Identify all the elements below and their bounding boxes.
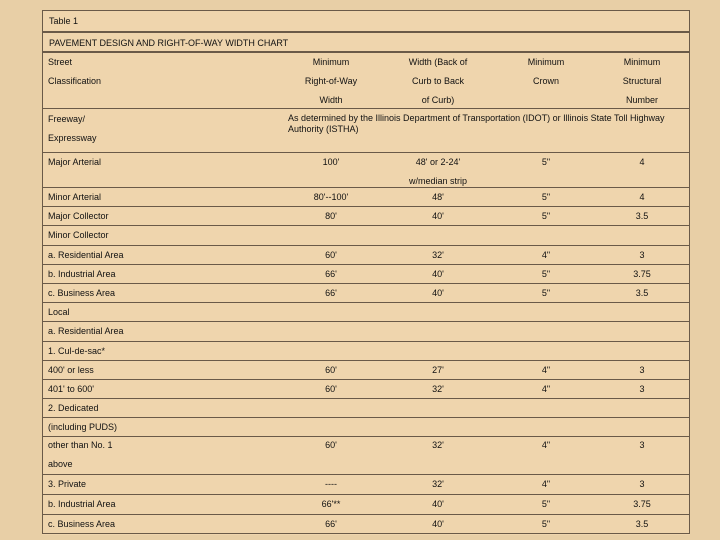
header-structural: Structural xyxy=(622,76,662,86)
row-value: 3 xyxy=(639,479,645,489)
row-label: Minor Collector xyxy=(48,230,109,241)
row-label: a. Residential Area xyxy=(48,249,124,260)
row-label: Minor Arterial xyxy=(48,192,102,202)
row-value: 66'** xyxy=(321,499,341,509)
table-row xyxy=(42,187,690,206)
major-arterial-width: 48' or 2-24' xyxy=(415,157,461,167)
row-value: 3.75 xyxy=(633,499,651,509)
row-value: 32' xyxy=(432,249,444,260)
header-crown: Crown xyxy=(532,76,559,86)
header-curb-back: Curb to Back xyxy=(411,76,465,86)
row-value: 27' xyxy=(432,364,444,375)
row-label: Local xyxy=(48,307,70,318)
row-label: c. Business Area xyxy=(48,288,116,298)
major-arterial-note: w/median strip xyxy=(408,176,468,186)
row-value: 60' xyxy=(325,384,337,394)
row-value: 40' xyxy=(432,499,444,509)
table-row xyxy=(42,360,690,379)
row-value: 40' xyxy=(432,288,444,298)
row-value: 3.75 xyxy=(633,268,651,279)
major-arterial-row-width: 100' xyxy=(322,157,340,167)
table-row xyxy=(42,417,690,436)
row-value: 3 xyxy=(639,384,645,394)
row-value: 5" xyxy=(541,288,551,298)
row-value: 3.5 xyxy=(635,288,649,298)
row-value: 80' xyxy=(325,211,337,222)
table-row xyxy=(42,283,690,302)
table-label-box xyxy=(42,10,690,32)
table-row xyxy=(42,225,690,244)
row-label: b. Industrial Area xyxy=(48,499,116,509)
row-label: (including PUDS) xyxy=(48,422,118,433)
row-value: 4" xyxy=(541,249,551,260)
header-of-curb: of Curb) xyxy=(421,95,455,105)
row-value: 40' xyxy=(432,268,444,279)
row-value: 40' xyxy=(432,211,444,222)
row-label: 1. Cul-de-sac* xyxy=(48,345,106,356)
row-value: 3.5 xyxy=(635,519,649,529)
row-value: 66' xyxy=(325,268,337,279)
header-min-struct: Minimum xyxy=(623,57,661,67)
header-width-1: Width xyxy=(319,95,343,105)
row-label: 401' to 600' xyxy=(48,384,94,394)
other-width: 32' xyxy=(432,440,444,450)
row-value: 3.5 xyxy=(635,211,649,222)
freeway-note: As determined by the Illinois Department of Transportation (IDOT) or Illinois State Toll Highway Authority (ISTHA) xyxy=(288,113,665,134)
header-width-back: Width (Back of xyxy=(408,57,468,67)
header-number: Number xyxy=(625,95,658,105)
row-label: 3. Private xyxy=(48,479,87,489)
table-row xyxy=(42,206,690,225)
other-row xyxy=(42,436,690,474)
major-arterial-label: Major Arterial xyxy=(48,157,102,167)
row-label: 400' or less xyxy=(48,364,94,375)
major-arterial-row xyxy=(42,152,690,187)
table-row xyxy=(42,514,690,534)
table-row xyxy=(42,302,690,321)
header-min-crown: Minimum xyxy=(527,57,565,67)
table-row xyxy=(42,341,690,360)
row-value: 5" xyxy=(541,519,551,529)
row-value: 66' xyxy=(325,519,337,529)
row-value: 32' xyxy=(432,479,444,489)
row-value: 80'--100' xyxy=(313,192,349,202)
row-value: 66' xyxy=(325,288,337,298)
row-value: 4 xyxy=(639,192,645,202)
row-label: c. Business Area xyxy=(48,519,116,529)
row-value: 4" xyxy=(541,479,551,489)
row-value: 5" xyxy=(541,499,551,509)
table-row xyxy=(42,245,690,264)
header-row xyxy=(42,52,690,108)
table-row xyxy=(42,474,690,494)
row-value: 40' xyxy=(432,519,444,529)
header-min-1: Minimum xyxy=(312,57,350,67)
row-value: 5" xyxy=(541,268,551,279)
header-row-1: Right-of-Way xyxy=(304,76,358,86)
expressway-label: Expressway xyxy=(48,133,97,143)
pavement-table xyxy=(42,10,690,535)
major-arterial-structural: 4 xyxy=(639,157,645,167)
row-label: b. Industrial Area xyxy=(48,268,116,279)
header-classification: Classification xyxy=(48,76,102,86)
table-row xyxy=(42,494,690,514)
row-value: 48' xyxy=(432,192,444,202)
row-value: 60' xyxy=(325,364,337,375)
freeway-label: Freeway/ xyxy=(48,114,86,124)
major-arterial-crown: 5" xyxy=(541,157,551,167)
row-label: Major Collector xyxy=(48,211,109,222)
freeway-row xyxy=(42,108,690,152)
header-street: Street xyxy=(48,57,73,67)
table-row xyxy=(42,264,690,283)
other-crown: 4" xyxy=(541,440,551,450)
other-structural: 3 xyxy=(639,440,645,450)
other-label: other than No. 1 xyxy=(48,440,113,450)
table-row xyxy=(42,398,690,417)
other-label-above: above xyxy=(48,459,73,469)
row-value: 5" xyxy=(541,192,551,202)
table-title: PAVEMENT DESIGN AND RIGHT-OF-WAY WIDTH CHART xyxy=(49,38,289,48)
row-value: 32' xyxy=(432,384,444,394)
row-value: 4" xyxy=(541,384,551,394)
row-value: 3 xyxy=(639,364,645,375)
table-label: Table 1 xyxy=(49,16,79,26)
row-value: 60' xyxy=(325,249,337,260)
row-value: 3 xyxy=(639,249,645,260)
row-value: 4" xyxy=(541,364,551,375)
table-row xyxy=(42,379,690,398)
row-label: a. Residential Area xyxy=(48,326,124,337)
other-row-width: 60' xyxy=(325,440,337,450)
row-label: 2. Dedicated xyxy=(48,403,99,414)
table-row xyxy=(42,321,690,340)
row-value: ---- xyxy=(325,479,337,489)
table-title-box xyxy=(42,32,690,52)
row-value: 5" xyxy=(541,211,551,222)
